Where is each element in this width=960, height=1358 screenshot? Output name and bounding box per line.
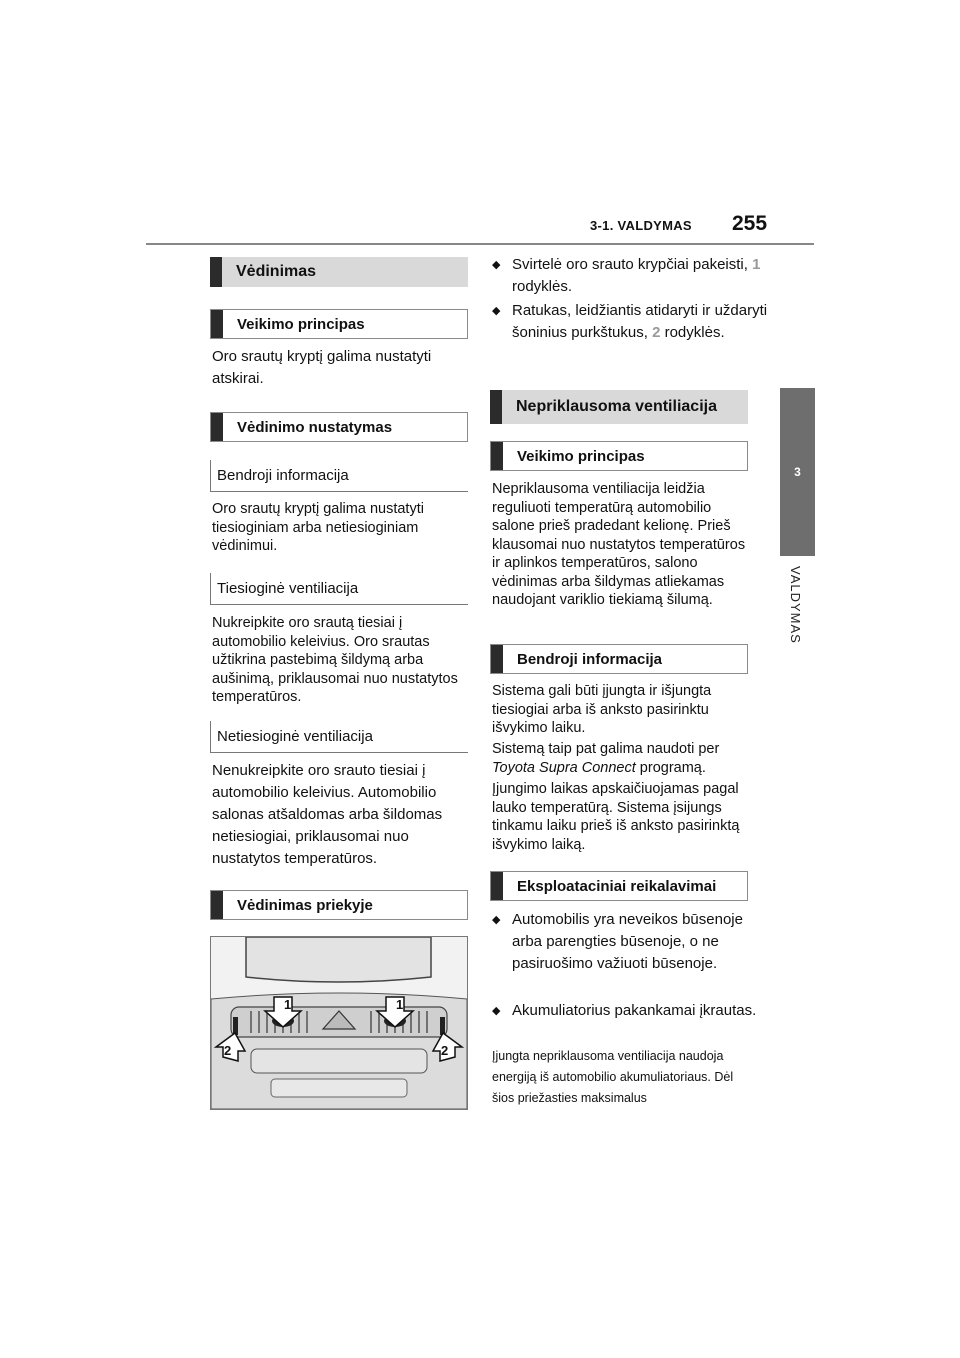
subsection-title: Veikimo principas: [237, 315, 365, 333]
subsection-marker: [211, 891, 223, 919]
paragraph: Nukreipkite oro srautą tiesiai į automobilio keleivius. Oro srautas užtikrina pastebimą šildymą arba aušinimą, priklausomai nuo nustatytos temperatūros.: [212, 615, 458, 705]
subsection-title: Eksploataciniai reikalavimai: [517, 877, 717, 895]
subsection-title: Bendroji informacija: [517, 650, 663, 668]
subsection-title: Vėdinimo nustatymas: [237, 418, 393, 436]
bullet-item: [492, 300, 768, 344]
callout-1-left: 1: [284, 997, 292, 1012]
paragraph: [492, 740, 748, 777]
chapter-label: VALDYMAS: [788, 566, 803, 644]
bullet-text: Ratukas, leidžiantis atidaryti ir uždaryti šoninius purkštukus,: [512, 302, 768, 341]
paragraph: Nepriklausoma ventiliacija leidžia reguliuoti temperatūrą automobilio salone prieš pradedant kelionę. Prieš klausomai nuo nustatytos temperatūros ir aplinkos temperatūros, salono vėdinimas arba šildymas atliekamas naudojant variklio tiekiamą šilumą.: [492, 481, 746, 608]
text: Sistemą taip pat galima naudoti per: [492, 741, 720, 757]
paragraph: Oro srautų kryptį galima nustatyti atskirai.: [212, 348, 432, 387]
paragraph: Įjungimo laikas apskaičiuojamas pagal lauko temperatūrą. Sistema įsijungs tinkamu laiku prieš iš anksto pasirinktą išvykimo laiką.: [492, 781, 740, 853]
subsection-bendroji-informacija: [490, 644, 748, 674]
text: programą.: [639, 759, 706, 776]
callout-ref: 1: [752, 256, 761, 273]
callout-ref: 2: [652, 324, 661, 341]
subsection-title: Veikimo principas: [517, 447, 645, 465]
paragraph: Oro srautų kryptį galima nustatyti tiesioginiam arba netiesioginiam vėdinimui.: [212, 501, 424, 554]
callout-1-right: 1: [396, 997, 404, 1012]
subsection-veikimo-principas: [210, 309, 468, 339]
callout-2-right: 2: [441, 1043, 449, 1058]
dashboard-vents-figure: [210, 936, 468, 1110]
bullet-text: Svirtelė oro srauto krypčiai pakeisti,: [512, 256, 748, 273]
chapter-tab: [780, 388, 815, 556]
header-divider: [146, 243, 814, 245]
dashboard-illustration: [211, 937, 467, 1109]
section-nepriklausoma: [490, 390, 748, 424]
bullet-item: ◆ Akumuliatorius pakankamai įkrautas.: [492, 1000, 768, 1022]
subsection-title: Vėdinimas priekyje: [237, 896, 373, 914]
section-vedinimas: [210, 257, 468, 287]
subsection-veikimo-principas: [490, 441, 748, 471]
paragraph: Sistema gali būti įjungta ir išjungta tiesiogiai arba iš anksto pasirinktu išvykimo laiku.: [492, 683, 712, 736]
paragraph: Nenukreipkite oro srauto tiesiai į automobilio keleivius. Automobilio salonas atšaldomas arba šildomas netiesiogiai, priklausomai nuo nustatytos temperatūros.: [212, 762, 443, 867]
section-title: Nepriklausoma ventiliacija: [516, 398, 717, 415]
subsection-marker: [491, 645, 503, 673]
running-header: 3-1. VALDYMAS: [590, 218, 692, 233]
bullet-text-end: rodyklės.: [512, 278, 573, 295]
heading-tiesiogine-ventiliacija: Tiesioginė ventiliacija: [210, 573, 468, 605]
subsection-marker: [491, 872, 503, 900]
heading-bendroji-informacija: Bendroji informacija: [210, 460, 468, 492]
subsection-marker: [211, 413, 223, 441]
section-marker: [490, 390, 502, 424]
subsection-eksploataciniai: [490, 871, 748, 901]
bullet-item: [492, 254, 768, 298]
page-number: 255: [732, 212, 768, 235]
section-marker: [210, 257, 222, 287]
bullet-text-end: rodyklės.: [664, 324, 725, 341]
section-title: Vėdinimas: [236, 263, 317, 280]
paragraph-note: Įjungta nepriklausoma ventiliacija naudoja energiją iš automobilio akumuliatoriaus. Dėl šios priežasties maksimalus: [492, 1049, 734, 1105]
chapter-number: 3: [794, 465, 801, 479]
subsection-vedinimo-nustatymas: [210, 412, 468, 442]
app-name: Toyota Supra Connect: [492, 759, 636, 776]
heading-netiesiogine-ventiliacija: Netiesioginė ventiliacija: [210, 721, 468, 753]
bullet-item: ◆ Automobilis yra neveikos būsenoje arba parengties būsenoje, o ne pasiruošimo važiuoti būsenoje.: [492, 909, 768, 975]
subsection-marker: [211, 310, 223, 338]
subsection-marker: [491, 442, 503, 470]
subsection-vedinimas-priekyje: [210, 890, 468, 920]
callout-2-left: 2: [224, 1043, 232, 1058]
